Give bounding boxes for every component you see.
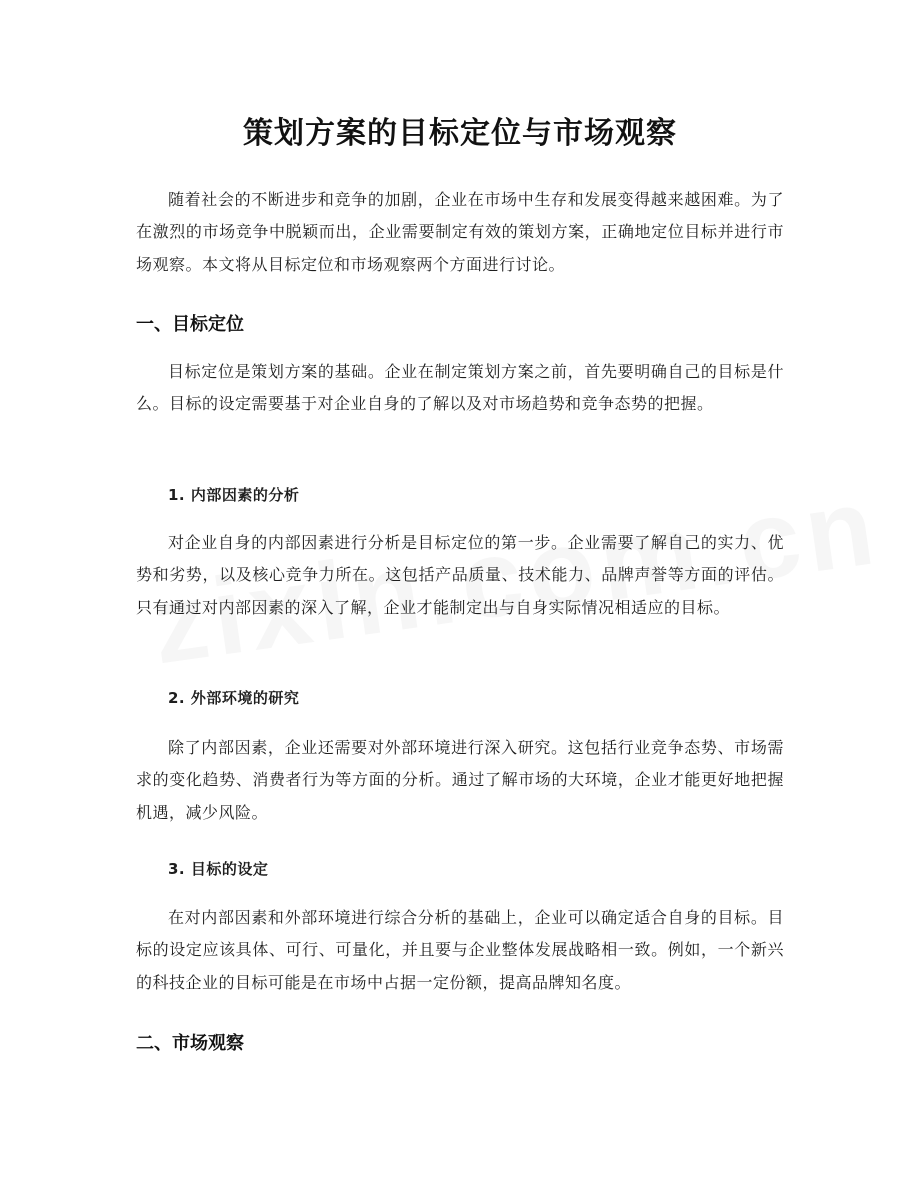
goal-setting-paragraph: 在对内部因素和外部环境进行综合分析的基础上，企业可以确定适合自身的目标。目标的设定应该具体、可行、可量化，并且要与企业整体发展战略相一致。例如，一个新兴的科技企业的目标可能是在市场中占据一定份额，提高品牌知名度。 (136, 908, 784, 992)
section-heading-market-observation: 二、市场观察 (136, 1033, 244, 1054)
subheading-goal-setting: 3. 目标的设定 (168, 860, 269, 878)
internal-factors-paragraph: 对企业自身的内部因素进行分析是目标定位的第一步。企业需要了解自己的实力、优势和劣势，以及核心竞争力所在。这包括产品质量、技术能力、品牌声誉等方面的评估。只有通过对内部因素的深入了解，企业才能制定出与自身实际情况相适应的目标。 (136, 533, 784, 617)
intro-paragraph: 随着社会的不断进步和竞争的加剧，企业在市场中生存和发展变得越来越困难。为了在激烈的市场竞争中脱颖而出，企业需要制定有效的策划方案，正确地定位目标并进行市场观察。本文将从目标定位和市场观察两个方面进行讨论。 (136, 190, 784, 274)
external-environment-paragraph: 除了内部因素，企业还需要对外部环境进行深入研究。这包括行业竞争态势、市场需求的变化趋势、消费者行为等方面的分析。通过了解市场的大环境，企业才能更好地把握机遇，减少风险。 (136, 738, 784, 822)
document-title: 策划方案的目标定位与市场观察 (243, 116, 677, 151)
target-positioning-paragraph: 目标定位是策划方案的基础。企业在制定策划方案之前，首先要明确自己的目标是什么。目标的设定需要基于对企业自身的了解以及对市场趋势和竞争态势的把握。 (136, 362, 784, 414)
section-heading-target-positioning: 一、目标定位 (136, 314, 244, 335)
subheading-internal-factors: 1. 内部因素的分析 (168, 486, 300, 504)
subheading-external-environment: 2. 外部环境的研究 (168, 689, 300, 707)
